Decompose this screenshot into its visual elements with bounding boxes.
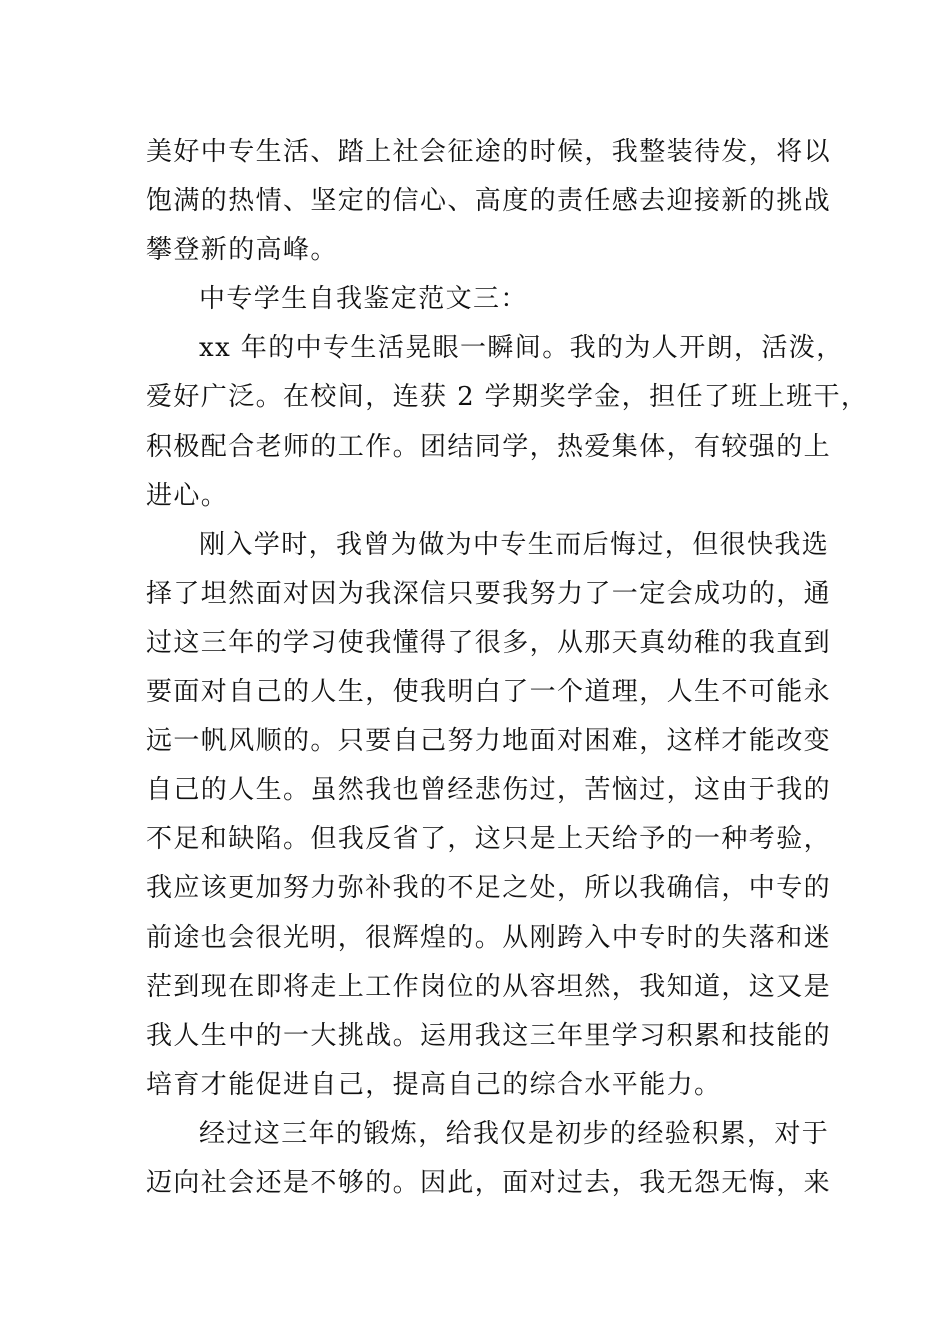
text-line: 过这三年的学习使我懂得了很多，从那天真幼稚的我直到 [146,627,832,658]
text-line: 攀登新的高峰。 [146,235,338,266]
text-line: 择了坦然面对因为我深信只要我努力了一定会成功的，通 [146,578,832,609]
text-line: 培育才能促进自己，提高自己的综合水平能力。 [146,1069,722,1100]
text-line: 不足和缺陷。但我反省了，这只是上天给予的一种考验， [146,824,832,855]
text-line: 远一帆风顺的。只要自己努力地面对困难，这样才能改变 [146,726,832,757]
text-line: 要面对自己的人生，使我明白了一个道理，人生不可能永 [146,677,832,708]
document-body [146,128,869,1208]
text-line: 美好中专生活、踏上社会征途的时候，我整装待发，将以 [146,137,832,167]
text-line: 进心。 [146,480,229,511]
text-line: 迈向社会还是不够的。因此，面对过去，我无怨无悔，来 [146,1167,832,1198]
text-line: xx 年的中专生活晃眼一瞬间。我的为人开朗，活泼， [199,333,844,364]
text-line: 前途也会很光明，很辉煌的。从刚跨入中专时的失落和迷 [146,922,832,953]
text-line: 经过这三年的锻炼，给我仅是初步的经验积累，对于 [199,1118,830,1149]
text-line: 积极配合老师的工作。团结同学，热爱集体，有较强的上 [146,431,832,462]
text-line: 中专学生自我鉴定范文三： [199,284,528,315]
text-line: 自己的人生。虽然我也曾经悲伤过，苦恼过，这由于我的 [146,775,832,806]
text-line: 爱好广泛。在校间，连获 2 学期奖学金，担任了班上班干， [146,382,869,413]
text-line: 饱满的热情、坚定的信心、高度的责任感去迎接新的挑战 [146,186,832,217]
text-line: 茫到现在即将走上工作岗位的从容坦然，我知道，这又是 [146,971,832,1002]
text-line: 我人生中的一大挑战。运用我这三年里学习积累和技能的 [146,1020,832,1051]
text-line: 刚入学时，我曾为做为中专生而后悔过，但很快我选 [199,529,830,560]
text-line: 我应该更加努力弥补我的不足之处，所以我确信，中专的 [146,873,832,904]
